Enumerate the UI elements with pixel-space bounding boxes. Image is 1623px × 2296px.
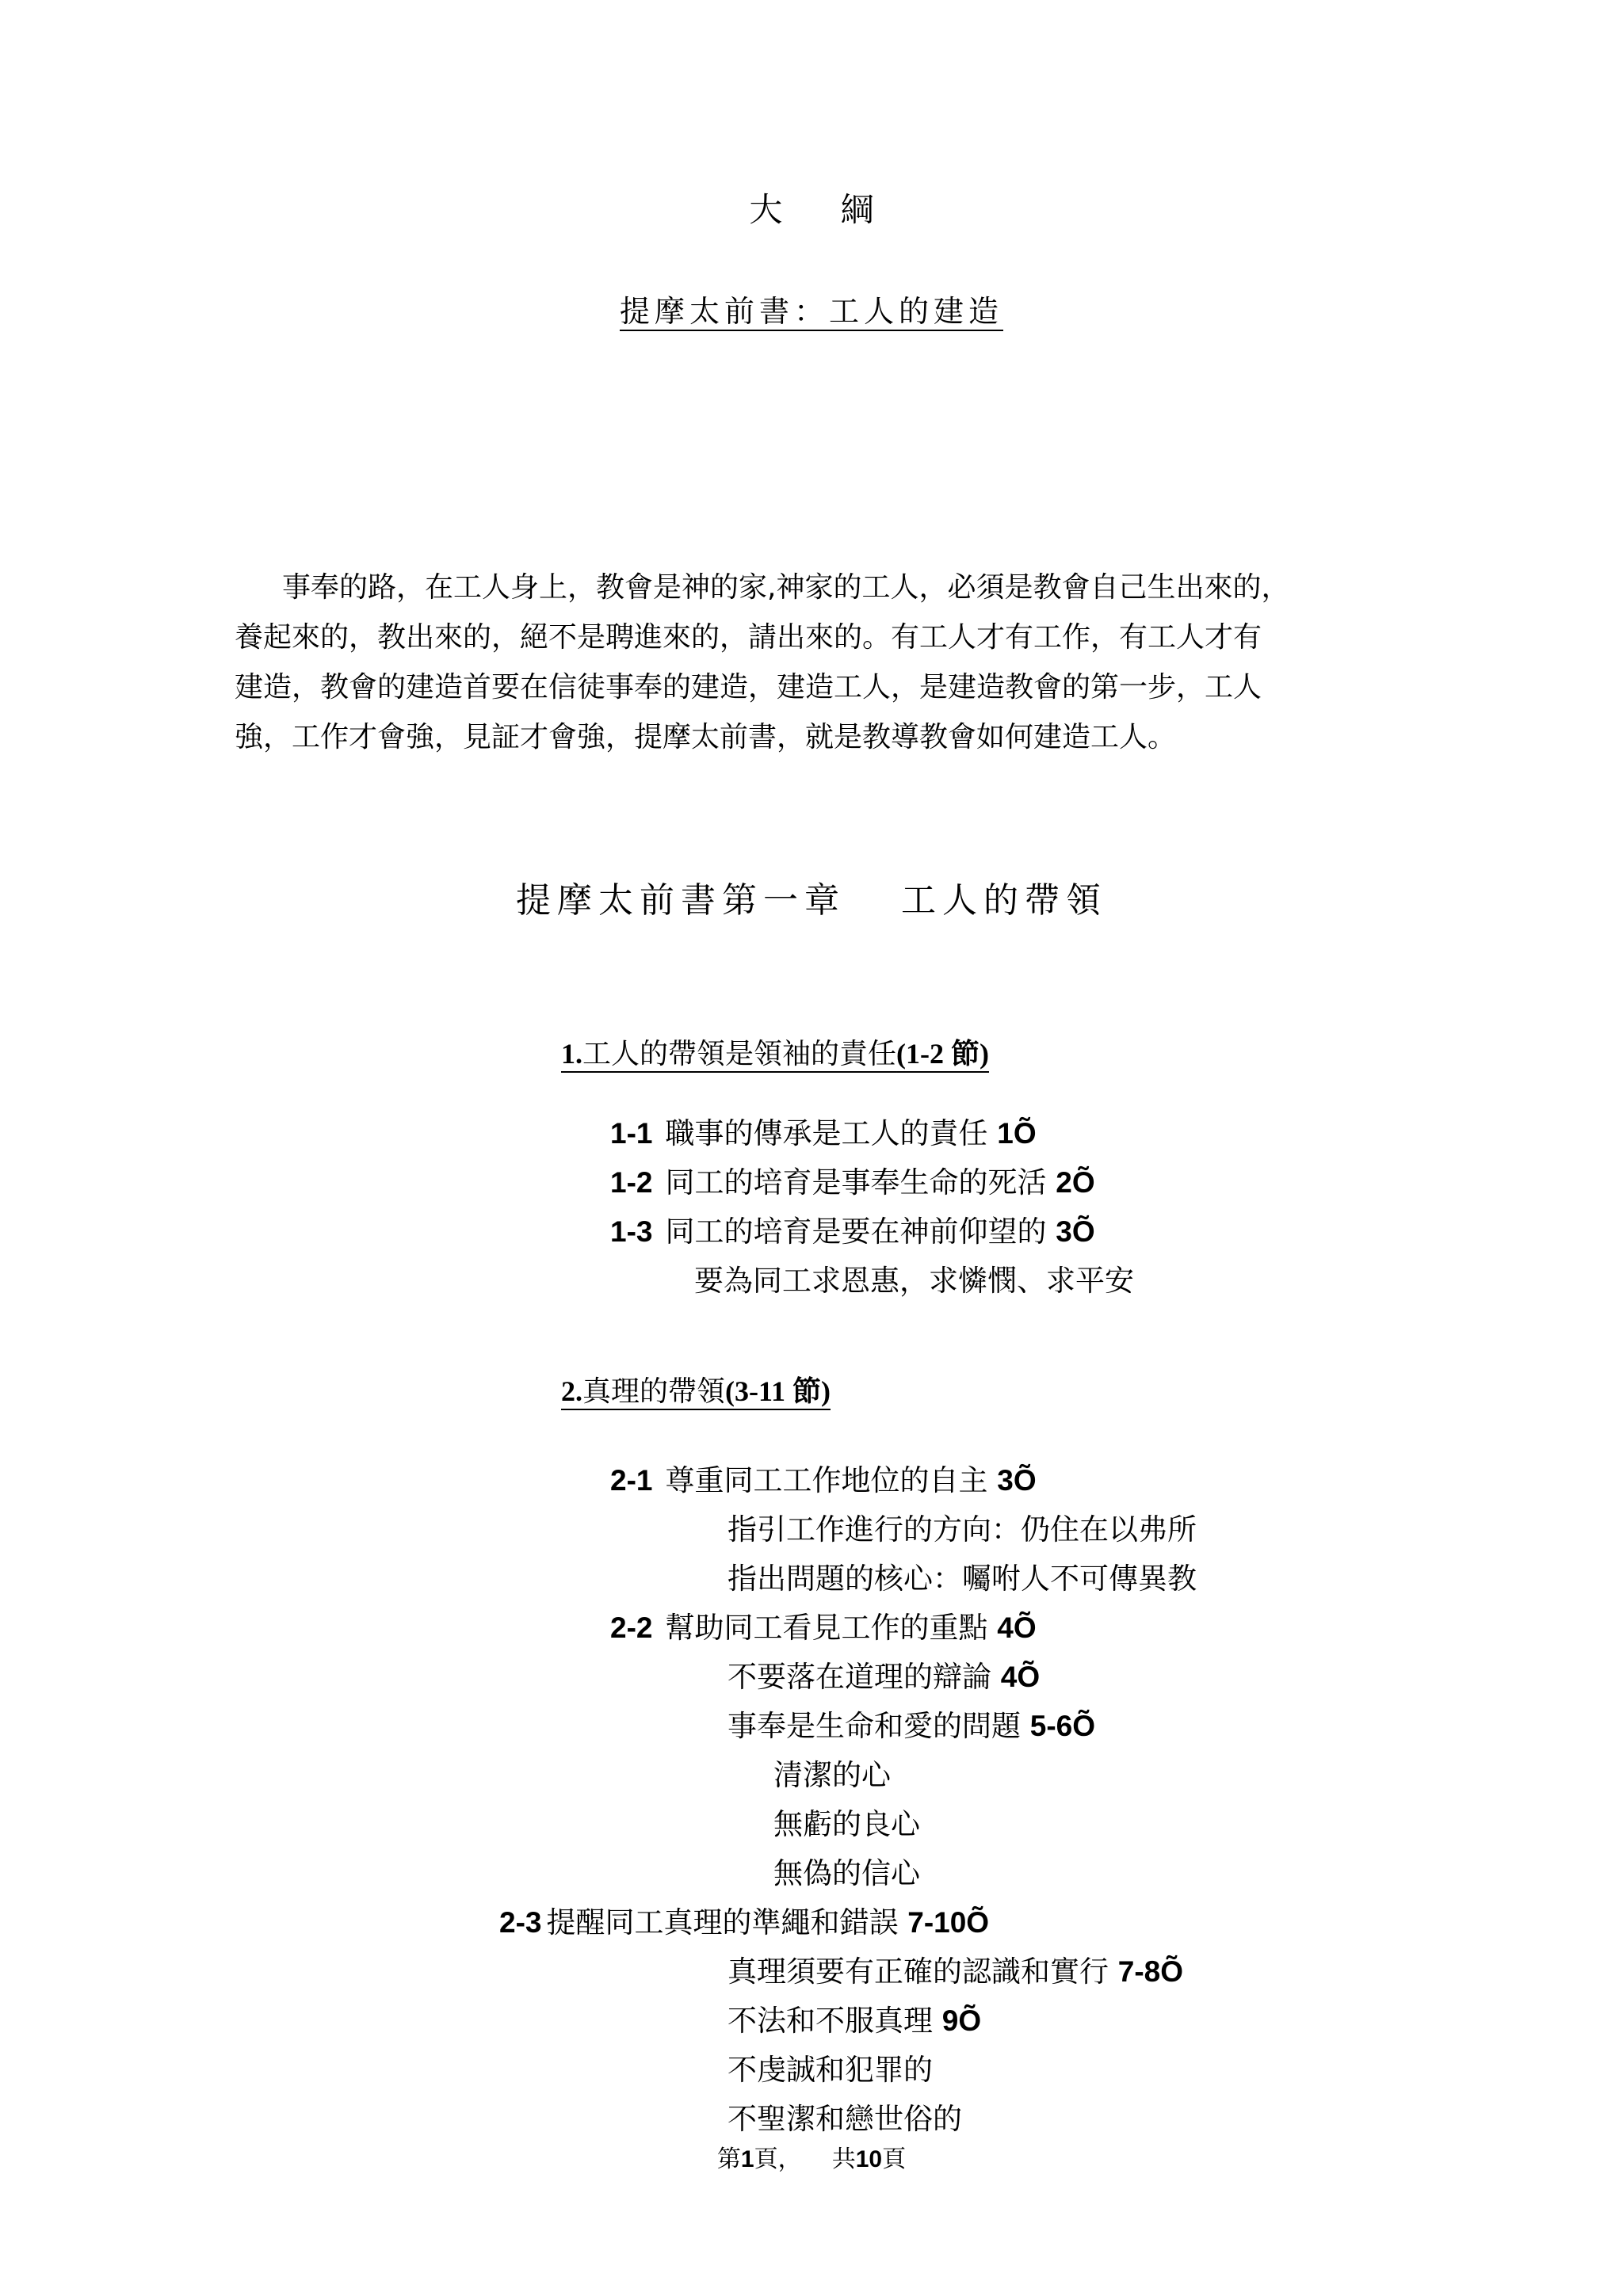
section-heading-2: 2.真理的帶領(3-11 節) xyxy=(561,1375,831,1408)
outline-item: 1-3 同工的培育是要在神前仰望的 3Õ xyxy=(610,1215,1095,1249)
outline-subitem: 指出問題的核心：囑咐人不可傳異教 xyxy=(727,1562,1197,1596)
outline-subitem: 指引工作進行的方向：仍住在以弗所 xyxy=(727,1512,1197,1547)
intro-line: 強，工作才會強，見証才會強，提摩太前書，就是教導教會如何建造工人。 xyxy=(235,721,1177,753)
page-footer: 第1頁， 共10頁 xyxy=(716,2145,907,2173)
chapter-heading xyxy=(0,871,1623,922)
page-subtitle xyxy=(0,287,1623,330)
outline-item: 2-3 提醒同工真理的準繩和錯誤 7-10Õ xyxy=(499,1905,990,1939)
outline-subitem: 不要落在道理的辯論 4Õ xyxy=(727,1660,1041,1694)
outline-item: 1-1 職事的傳承是工人的責任 1Õ xyxy=(610,1116,1037,1150)
intro-line: 建造，教會的建造首要在信徒事奉的建造，建造工人，是建造教會的第一步，工人 xyxy=(235,671,1262,704)
total-pages: 10 xyxy=(855,2146,883,2172)
outline-subsubitem: 無虧的良心 xyxy=(773,1807,920,1841)
intro-paragraph xyxy=(235,563,1423,762)
outline-item: 2-2 幫助同工看見工作的重點 4Õ xyxy=(610,1611,1037,1645)
outline-subsubitem: 清潔的心 xyxy=(773,1758,891,1792)
outline-subitem: 不聖潔和戀世俗的 xyxy=(727,2102,962,2136)
outline-subsubitem: 無偽的信心 xyxy=(773,1856,920,1890)
outline-subitem: 不虔誠和犯罪的 xyxy=(727,2053,933,2087)
intro-line: 事奉的路，在工人身上，教會是神的家,神家的工人，必須是教會自己生出來的， xyxy=(282,571,1290,604)
section-heading-1: 1.工人的帶領是領袖的責任(1-2 節) xyxy=(561,1038,989,1070)
chapter-label: 提摩太前書第一章 xyxy=(516,880,846,921)
page-title: 大 綱 xyxy=(749,190,898,229)
outline-subitem: 事奉是生命和愛的問題 5-6Õ xyxy=(727,1709,1096,1743)
chapter-topic: 工人的帶領 xyxy=(901,880,1107,921)
outline-item: 2-1 尊重同工工作地位的自主 3Õ xyxy=(610,1463,1037,1497)
page-number: 1 xyxy=(740,2146,754,2172)
section-title: 工人的帶領是領袖的責任 xyxy=(582,1038,897,1070)
outline-item: 1-2 同工的培育是事奉生命的死活 2Õ xyxy=(610,1165,1095,1199)
outline-subitem: 真理須要有正確的認識和實行 7-8Õ xyxy=(727,1955,1184,1989)
subtitle-text: 提摩太前書：工人的建造 xyxy=(619,294,1003,329)
outline-note: 要為同工求恩惠，求憐憫、求平安 xyxy=(694,1264,1134,1298)
section-ref: (3-11 節) xyxy=(725,1375,831,1407)
section-title: 真理的帶領 xyxy=(582,1375,726,1408)
section-ref: (1-2 節) xyxy=(896,1038,989,1070)
intro-line: 養起來的，教出來的，絕不是聘進來的，請出來的。有工人才有工作，有工人才有 xyxy=(235,621,1262,654)
outline-subitem: 不法和不服真理 9Õ xyxy=(727,2004,982,2038)
